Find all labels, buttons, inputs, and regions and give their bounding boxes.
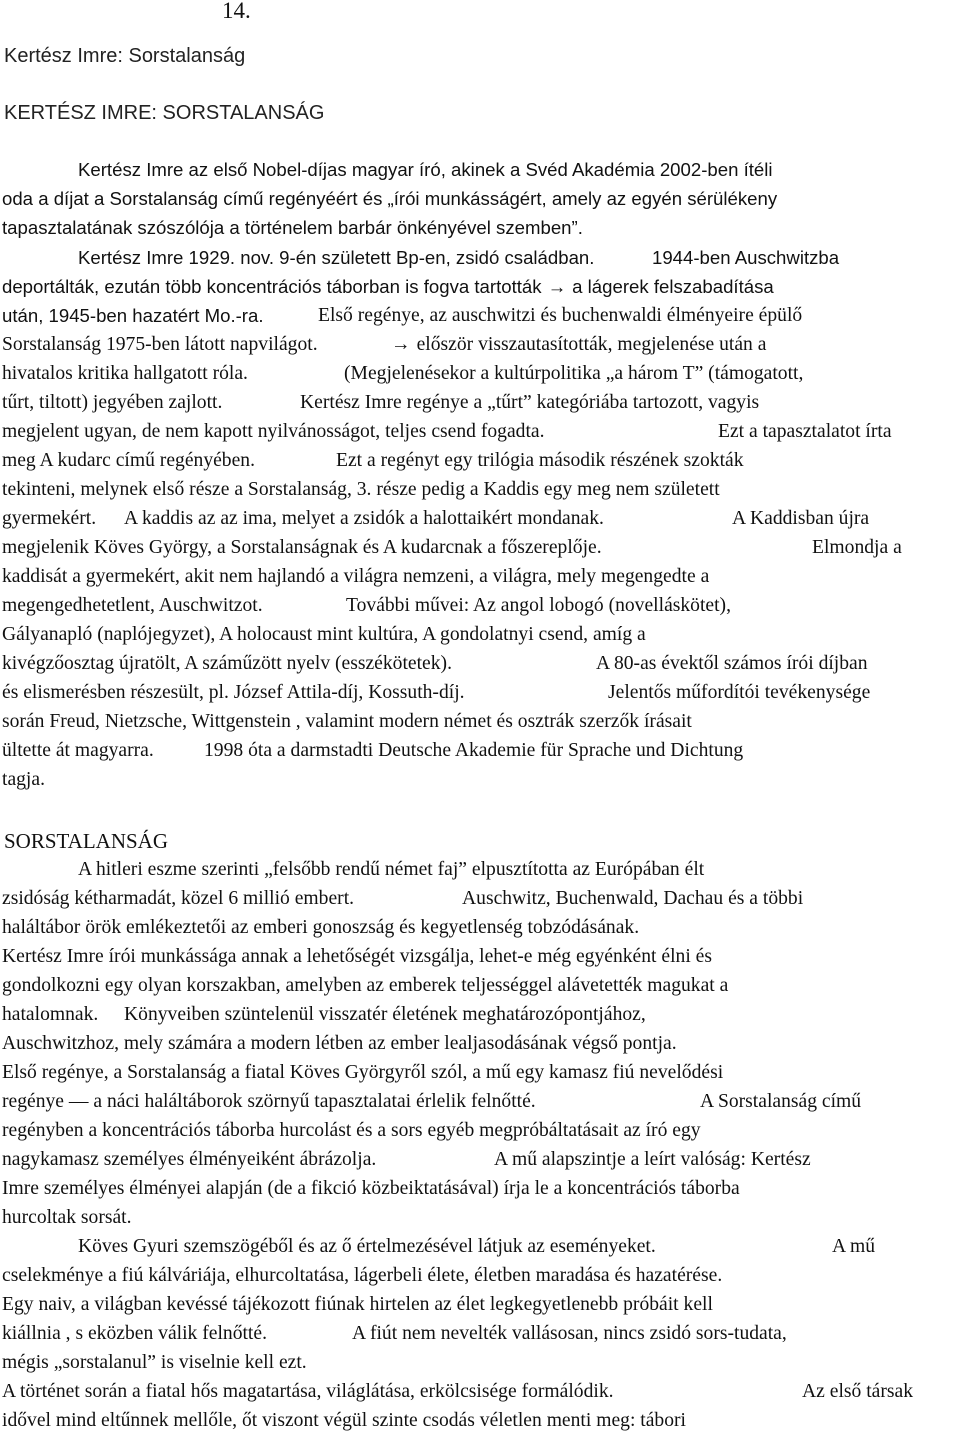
text-line: és elismerésben részesült, pl. József Attila-díj, Kossuth-díj. [2,682,465,703]
text-line: nagykamasz személyes élményeiként ábrázolja. [2,1149,377,1170]
text-line: tagja. [2,769,45,790]
text-line: → először visszautasították, megjelenése után a [391,334,767,355]
text-line: tapasztalatának szószólója a történelem barbár önkényével szemben”. [2,217,583,238]
text-line: hivatalos kritika hallgatott róla. [2,363,248,384]
text-line: hurcoltak sorsát. [2,1207,132,1228]
text-line: megjelenik Köves György, a Sorstalanságnak és A kudarcnak a főszereplője. [2,537,602,558]
text-line: gondolkozni egy olyan korszakban, amelyben az emberek teljességgel alávetették magukat a [2,975,729,996]
text-line: deportálták, ezután több koncentrációs táborban is fogva tartották → a lágerek felszabadítása [2,276,774,297]
text-line: meg A kudarc című regényében. [2,450,255,471]
text-line: után, 1945-ben hazatért Mo.-ra. [2,305,264,326]
text-line: Kertész Imre regénye a „tűrt” kategóriába tartozott, vagyis [300,392,760,413]
text-line: (Megjelenésekor a kultúrpolitika „a három T” (támogatott, [344,363,804,384]
text-line: hatalomnak. [2,1004,99,1025]
text-line: Imre személyes élményei alapján (de a fikció közbeiktatásával) írja le a koncentrációs táborba [2,1178,740,1199]
text-line: ültette át magyarra. [2,740,154,761]
text-line: A 80-as évektől számos írói díjban [596,653,868,674]
text-line: A hitleri eszme szerinti „felsőbb rendű német faj” elpusztította az Európában élt [78,859,705,880]
text-line: Első regénye, a Sorstalanság a fiatal Köves Györgyről szól, a mű egy kamasz fiú nevelődési [2,1062,724,1083]
arrow-icon: → [547,276,567,297]
text-line: Kertész Imre írói munkássága annak a lehetőségét vizsgálja, lehet-e még egyénként élni és [2,946,712,967]
text-line: idővel mind eltűnnek mellőle, őt viszont végül szinte csodás véletlen menti meg: tábori [2,1410,686,1431]
text-line: A fiút nem nevelték vallásosan, nincs zsidó sors-tudata, [352,1323,787,1344]
text-line: megengedhetetlent, Auschwitzot. [2,595,263,616]
text-line: 1998 óta a darmstadti Deutsche Akademie für Sprache und Dichtung [204,740,744,761]
text-line: Ezt a regényt egy trilógia második részének szokták [336,450,744,471]
text-line: A történet során a fiatal hős magatartása, világlátása, erkölcsisége formálódik. [2,1381,614,1402]
text-line: zsidóság kétharmadát, közel 6 millió embert. [2,888,355,909]
section-heading: KERTÉSZ IMRE: SORSTALANSÁG [4,102,325,124]
text-line: kaddisát a gyermekért, akit nem hajlandó a világra nemzeni, a világra, mely megengedte a [2,566,710,587]
text-line: kivégzőosztag újratölt, A száműzött nyelv (esszékötetek). [2,653,452,674]
text-line: A mű alapszintje a leírt valóság: Kertész [494,1149,811,1170]
text-line: mégis „sorstalanul” is viselnie kell ezt. [2,1352,307,1373]
text-line: oda a díjat a Sorstalanság című regényéért és „írói munkásságért, amely az egyén sérülékeny [2,188,778,209]
text-line: A kaddis az az ima, melyet a zsidók a halottaikért mondanak. [124,508,604,529]
text-line: A Kaddisban újra [732,508,870,529]
text-line: Sorstalanság 1975-ben látott napvilágot. [2,334,318,355]
text-line: Gályanapló (naplójegyzet), A holocaust mint kultúra, A gondolatnyi csend, amíg a [2,624,646,645]
page-number: 14. [222,0,251,23]
text-line: gyermekért. [2,508,97,529]
text-line: Kertész Imre 1929. nov. 9-én született Bp-en, zsidó családban. [78,247,595,268]
text-line: Auschwitz, Buchenwald, Dachau és a többi [462,888,804,909]
text-line: Kertész Imre az első Nobel-díjas magyar író, akinek a Svéd Akadémia 2002-ben ítéli [78,159,773,180]
arrow-icon: → [391,334,411,355]
text-line: megjelent ugyan, de nem kapott nyilvánosságot, teljes csend fogadta. [2,421,545,442]
text-line: Auschwitzhoz, mely számára a modern létben az ember lealjasodásának végső pontja. [2,1033,677,1054]
text-line: Az első társak [802,1381,913,1402]
text-line: tekinteni, melynek első része a Sorstalanság, 3. része pedig a Kaddis egy meg nem született [2,479,720,500]
section-heading-sorstalansag: SORSTALANSÁG [4,829,169,853]
text-line: tűrt, tiltott) jegyében zajlott. [2,392,223,413]
text-line: Egy naiv, a világban kevéssé tájékozott fiúnak hirtelen az élet legkegyetlenebb próbáit kell [2,1294,713,1315]
text-line: regénye — a náci haláltáborok szörnyű tapasztalatai érlelik felnőtté. [2,1091,536,1112]
text-line: kiállnia , s eközben válik felnőtté. [2,1323,267,1344]
text-line: A Sorstalanság című [700,1091,862,1112]
text-line: Jelentős műfordítói tevékenysége [608,682,871,703]
text-line: Első regénye, az auschwitzi és buchenwaldi élményeire épülő [318,305,803,326]
header-title: Kertész Imre: Sorstalanság [4,45,246,67]
text-line: regényben a koncentrációs táborba hurcolást és a sors egyéb megpróbáltatásait az író egy [2,1120,701,1141]
text-line: Könyveiben szüntelenül visszatér életének meghatározópontjához, [124,1004,646,1025]
text-line: További művei: Az angol lobogó (novelláskötet), [346,595,731,616]
text-line: során Freud, Nietzsche, Wittgenstein , valamint modern német és osztrák szerzők írásait [2,711,692,732]
text-line: Ezt a tapasztalatot írta [718,421,892,442]
text-line: 1944-ben Auschwitzba [652,247,840,268]
text-line: cselekménye a fiú kálváriája, elhurcoltatása, lágerbeli élete, életben maradása és hazatérése. [2,1265,723,1286]
text-line: A mű [832,1236,876,1257]
text-line: Elmondja a [812,537,902,558]
text-line: haláltábor örök emlékeztetői az emberi gonoszság és kegyetlenség tobzódásának. [2,917,640,938]
text-line: Köves Gyuri szemszögéből és az ő értelmezésével látjuk az eseményeket. [78,1236,656,1257]
